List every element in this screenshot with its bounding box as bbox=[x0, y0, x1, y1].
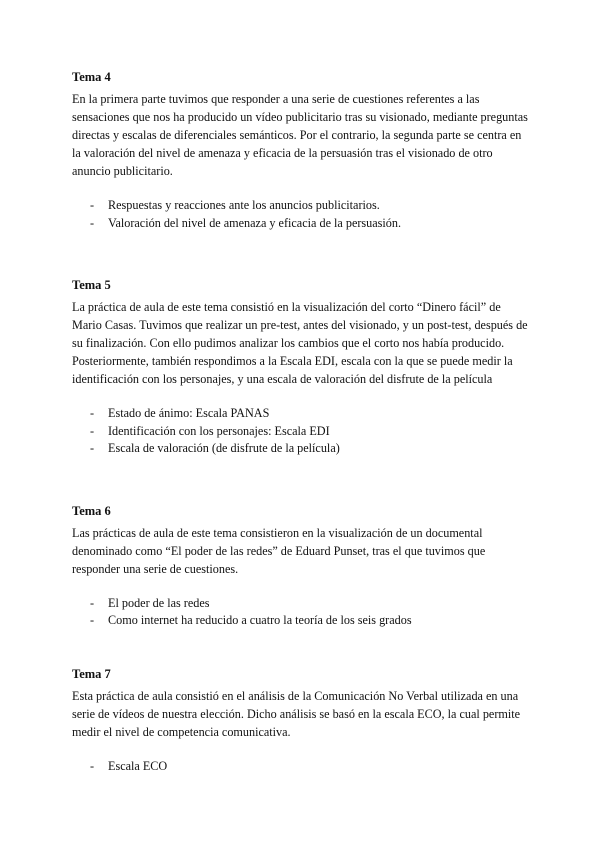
section-tema-6 bbox=[72, 502, 532, 630]
bullet-text: Valoración del nivel de amenaza y eficacia de la persuasión. bbox=[108, 215, 402, 230]
section-tema-5 bbox=[72, 276, 532, 458]
bullet-dash: - bbox=[90, 613, 95, 627]
bullet-dash: - bbox=[90, 406, 95, 420]
section-paragraph: Esta práctica de aula consistió en el análisis de la Comunicación No Verbal utilizada en una serie de vídeos de nuestra elección. Dicho análisis se basó en la escala ECO, la cual permite medir el nivel de competencia comunicativa. bbox=[72, 688, 521, 739]
bullet-text: Respuestas y reacciones ante los anuncios publicitarios. bbox=[108, 198, 380, 212]
bullet-item bbox=[72, 197, 532, 215]
bullet-item bbox=[72, 405, 532, 423]
section-paragraph: Las prácticas de aula de este tema consistieron en la visualización de un documental denominado como “El poder de las redes” de Eduard Punset, tras el que tuvimos que responder una serie de cuestiones. bbox=[72, 525, 486, 576]
section-title: Tema 5 bbox=[72, 278, 111, 292]
bullet-dash: - bbox=[90, 423, 95, 438]
section-paragraph: La práctica de aula de este tema consistió en la visualización del corto “Dinero fácil” de Mario Casas. Tuvimos que realizar un pre-test, antes del visionado, y un post-test, después de su finalización. Con ello pudimos analizar los cambios que el corto nos había producido. Posteriormente, también respondimos a la Escala EDI, escala con la que se puede medir la identificación con los personajes, y una escala de valoración del disfrute de la película bbox=[72, 300, 528, 386]
bullet-item bbox=[72, 612, 532, 630]
section-title: Tema 7 bbox=[72, 666, 111, 681]
bullet-text: Escala ECO bbox=[108, 758, 168, 773]
bullet-list bbox=[72, 595, 532, 630]
bullet-item bbox=[72, 423, 532, 441]
bullet-dash: - bbox=[90, 215, 95, 230]
bullet-list bbox=[72, 758, 532, 776]
section-tema-7 bbox=[72, 665, 532, 776]
section-tema-4 bbox=[72, 68, 532, 232]
bullet-dash: - bbox=[90, 595, 95, 610]
document-page bbox=[72, 68, 532, 775]
bullet-text: El poder de las redes bbox=[108, 595, 210, 610]
bullet-list bbox=[72, 405, 532, 458]
bullet-text: Escala de valoración (de disfrute de la película) bbox=[108, 441, 340, 455]
bullet-item bbox=[72, 595, 532, 613]
section-paragraph: En la primera parte tuvimos que responder a una serie de cuestiones referentes a las sensaciones que nos ha producido un vídeo publicitario tras su visionado, mediante preguntas directas y escalas de diferenciales semánticos. Por el contrario, la segunda parte se centra en la valoración del nivel de amenaza y eficacia de la persuasión tras el visionado de otro anuncio publicitario. bbox=[72, 92, 528, 178]
bullet-text: Como internet ha reducido a cuatro la teoría de los seis grados bbox=[108, 613, 412, 627]
bullet-item bbox=[72, 758, 532, 776]
bullet-dash: - bbox=[90, 758, 95, 773]
bullet-text: Identificación con los personajes: Escala EDI bbox=[108, 423, 330, 438]
bullet-list bbox=[72, 197, 532, 232]
section-title: Tema 4 bbox=[72, 70, 111, 84]
bullet-dash: - bbox=[90, 441, 95, 455]
bullet-item bbox=[72, 215, 532, 233]
bullet-dash: - bbox=[90, 198, 95, 212]
bullet-item bbox=[72, 440, 532, 458]
section-title: Tema 6 bbox=[72, 503, 111, 518]
bullet-text: Estado de ánimo: Escala PANAS bbox=[108, 406, 270, 420]
